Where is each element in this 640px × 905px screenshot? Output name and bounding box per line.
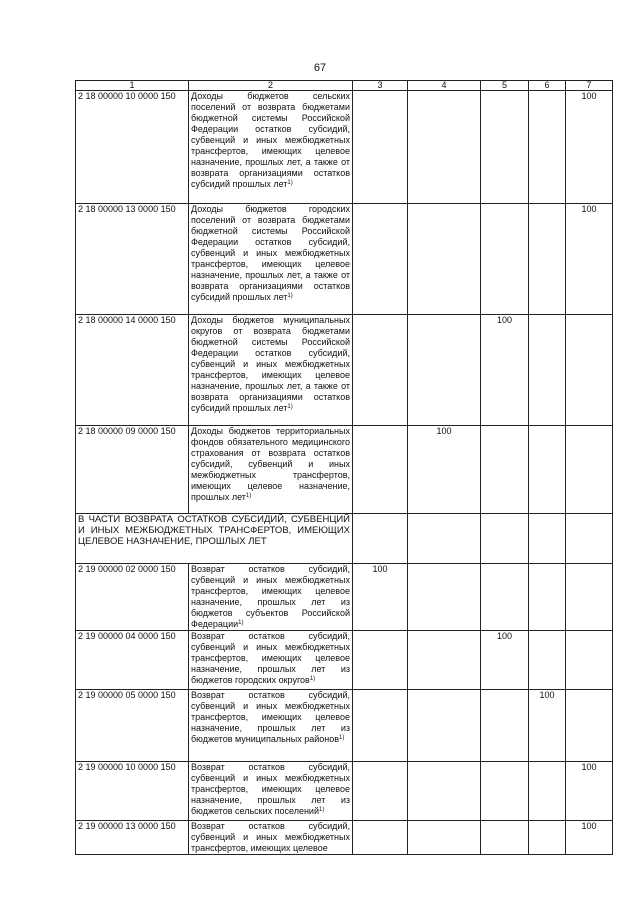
value-col-7 (566, 690, 613, 762)
footnote-mark: 1) (238, 620, 244, 626)
value-col-5 (481, 690, 529, 762)
value-col-6: 100 (529, 690, 566, 762)
value-col-6 (529, 426, 566, 514)
table-row (76, 821, 613, 855)
value-col-4 (408, 690, 481, 762)
section-heading: В ЧАСТИ ВОЗВРАТА ОСТАТКОВ СУБСИДИЙ, СУБВЕНЦИЙ И ИНЫХ МЕЖБЮДЖЕТНЫХ ТРАНСФЕРТОВ, ИМЕЮЩИХ ЦЕЛЕВОЕ НАЗНАЧЕНИЕ, ПРОШЛЫХ ЛЕТ (76, 514, 353, 564)
value-col-5 (481, 564, 529, 631)
table-row (76, 426, 613, 514)
budget-code: 2 19 00000 04 0000 150 (76, 631, 189, 690)
value-col-6 (529, 762, 566, 821)
budget-code: 2 19 00000 13 0000 150 (76, 821, 189, 855)
value-col-4 (408, 564, 481, 631)
value-col-7 (566, 564, 613, 631)
footnote-mark: 1) (245, 493, 252, 499)
value-col-5 (481, 426, 529, 514)
footnote-mark: 1) (318, 807, 325, 813)
value-col-3 (353, 91, 408, 204)
value-col-6 (529, 204, 566, 315)
value-col-6 (529, 564, 566, 631)
value-col-3 (353, 690, 408, 762)
column-header-4: 4 (408, 81, 481, 91)
table-row (76, 631, 613, 690)
value-col-3 (353, 426, 408, 514)
value-col-5 (481, 762, 529, 821)
footnote-mark: 1) (287, 180, 293, 186)
budget-code: 2 19 00000 10 0000 150 (76, 762, 189, 821)
value-col-4: 100 (408, 426, 481, 514)
value-col-5: 100 (481, 631, 529, 690)
value-col-5 (481, 204, 529, 315)
footnote-mark: 1) (287, 293, 293, 299)
value-col-3 (353, 631, 408, 690)
budget-classification-table (75, 80, 613, 855)
column-header-2: 2 (189, 81, 353, 91)
value-col-6 (529, 821, 566, 855)
value-col-4 (408, 315, 481, 426)
value-col-6 (529, 315, 566, 426)
value-col-7 (566, 631, 613, 690)
value-col-7: 100 (566, 204, 613, 315)
column-header-3: 3 (353, 81, 408, 91)
row-description: Возврат остатков субсидий, субвенций и иных межбюджетных трансфертов, имеющих целевое назначение, прошлых лет из бюджетов субъектов Российской Федерации$^{1)}$ (189, 564, 353, 631)
value-col-5 (481, 91, 529, 204)
value-col-3 (353, 821, 408, 855)
value-col-5 (481, 821, 529, 855)
value-col-7: 100 (566, 821, 613, 855)
row-description: Доходы бюджетов городских поселений от возврата бюджетами бюджетной системы Российской Федерации остатков субсидий, субвенций и иных межбюджетных трансфертов, имеющих целевое назначение, прошлых лет, а также от возврата организациями остатков субсидий прошлых лет$^{1)}$ (189, 204, 353, 315)
table-row (76, 690, 613, 762)
footnote-mark: 1) (339, 735, 345, 741)
budget-code: 2 19 00000 02 0000 150 (76, 564, 189, 631)
column-header-7: 7 (566, 81, 613, 91)
value-col-4 (408, 204, 481, 315)
budget-code: 2 19 00000 05 0000 150 (76, 690, 189, 762)
column-header-1: 1 (76, 81, 189, 91)
row-description: Доходы бюджетов территориальных фондов обязательного медицинского страхования от возврата остатков субсидий, субвенций и иных межбюджетных трансфертов, имеющих целевое назначение, прошлых лет$^{1)}$ (189, 426, 353, 514)
value-col-4 (408, 762, 481, 821)
value-col-5: 100 (481, 315, 529, 426)
value-col-3: 100 (353, 564, 408, 631)
footnote-mark: 1) (309, 676, 316, 682)
value-col-4 (408, 91, 481, 204)
row-description: Доходы бюджетов муниципальных округов от возврата бюджетами бюджетной системы Российской Федерации остатков субсидий, субвенций и иных межбюджетных трансфертов, имеющих целевое назначение, прошлых лет, а также от возврата организациями остатков субсидий прошлых лет$^{1)}$ (189, 315, 353, 426)
budget-code: 2 18 00000 10 0000 150 (76, 91, 189, 204)
row-description: Доходы бюджетов сельских поселений от возврата бюджетами бюджетной системы Российской Федерации остатков субсидий, субвенций и иных межбюджетных трансфертов, имеющих целевое назначение, прошлых лет, а также от возврата организациями остатков субсидий прошлых лет$^{1)}$ (189, 91, 353, 204)
budget-code: 2 18 00000 13 0000 150 (76, 204, 189, 315)
column-header-6: 6 (529, 81, 566, 91)
table-row (76, 564, 613, 631)
value-col-6 (529, 91, 566, 204)
column-header-5: 5 (481, 81, 529, 91)
value-col-7: 100 (566, 91, 613, 204)
column-number-row (76, 81, 613, 91)
footnote-mark: 1) (287, 404, 293, 410)
section-heading-row (76, 514, 613, 564)
value-col-6 (529, 631, 566, 690)
value-col-4 (408, 631, 481, 690)
value-col-7: 100 (566, 762, 613, 821)
row-description: Возврат остатков субсидий, субвенций и иных межбюджетных трансфертов, имеющих целевое назначение, прошлых лет из бюджетов сельских поселений$^{1)}$ (189, 762, 353, 821)
value-col-3 (353, 204, 408, 315)
value-col-3 (353, 762, 408, 821)
budget-code: 2 18 00000 14 0000 150 (76, 315, 189, 426)
table-row (76, 315, 613, 426)
row-description: Возврат остатков субсидий, субвенций и иных межбюджетных трансфертов, имеющих целевое (189, 821, 353, 855)
table-row (76, 91, 613, 204)
row-description: Возврат остатков субсидий, субвенций и иных межбюджетных трансфертов, имеющих целевое назначение, прошлых лет из бюджетов городских округов$^{1)}$ (189, 631, 353, 690)
value-col-3 (353, 315, 408, 426)
page-number: 67 (313, 62, 327, 74)
table-row (76, 204, 613, 315)
value-col-4 (408, 821, 481, 855)
budget-code: 2 18 00000 09 0000 150 (76, 426, 189, 514)
table-row (76, 762, 613, 821)
row-description: Возврат остатков субсидий, субвенций и иных межбюджетных трансфертов, имеющих целевое назначение, прошлых лет из бюджетов муниципальных районов$^{1)}$ (189, 690, 353, 762)
value-col-7 (566, 315, 613, 426)
value-col-7 (566, 426, 613, 514)
